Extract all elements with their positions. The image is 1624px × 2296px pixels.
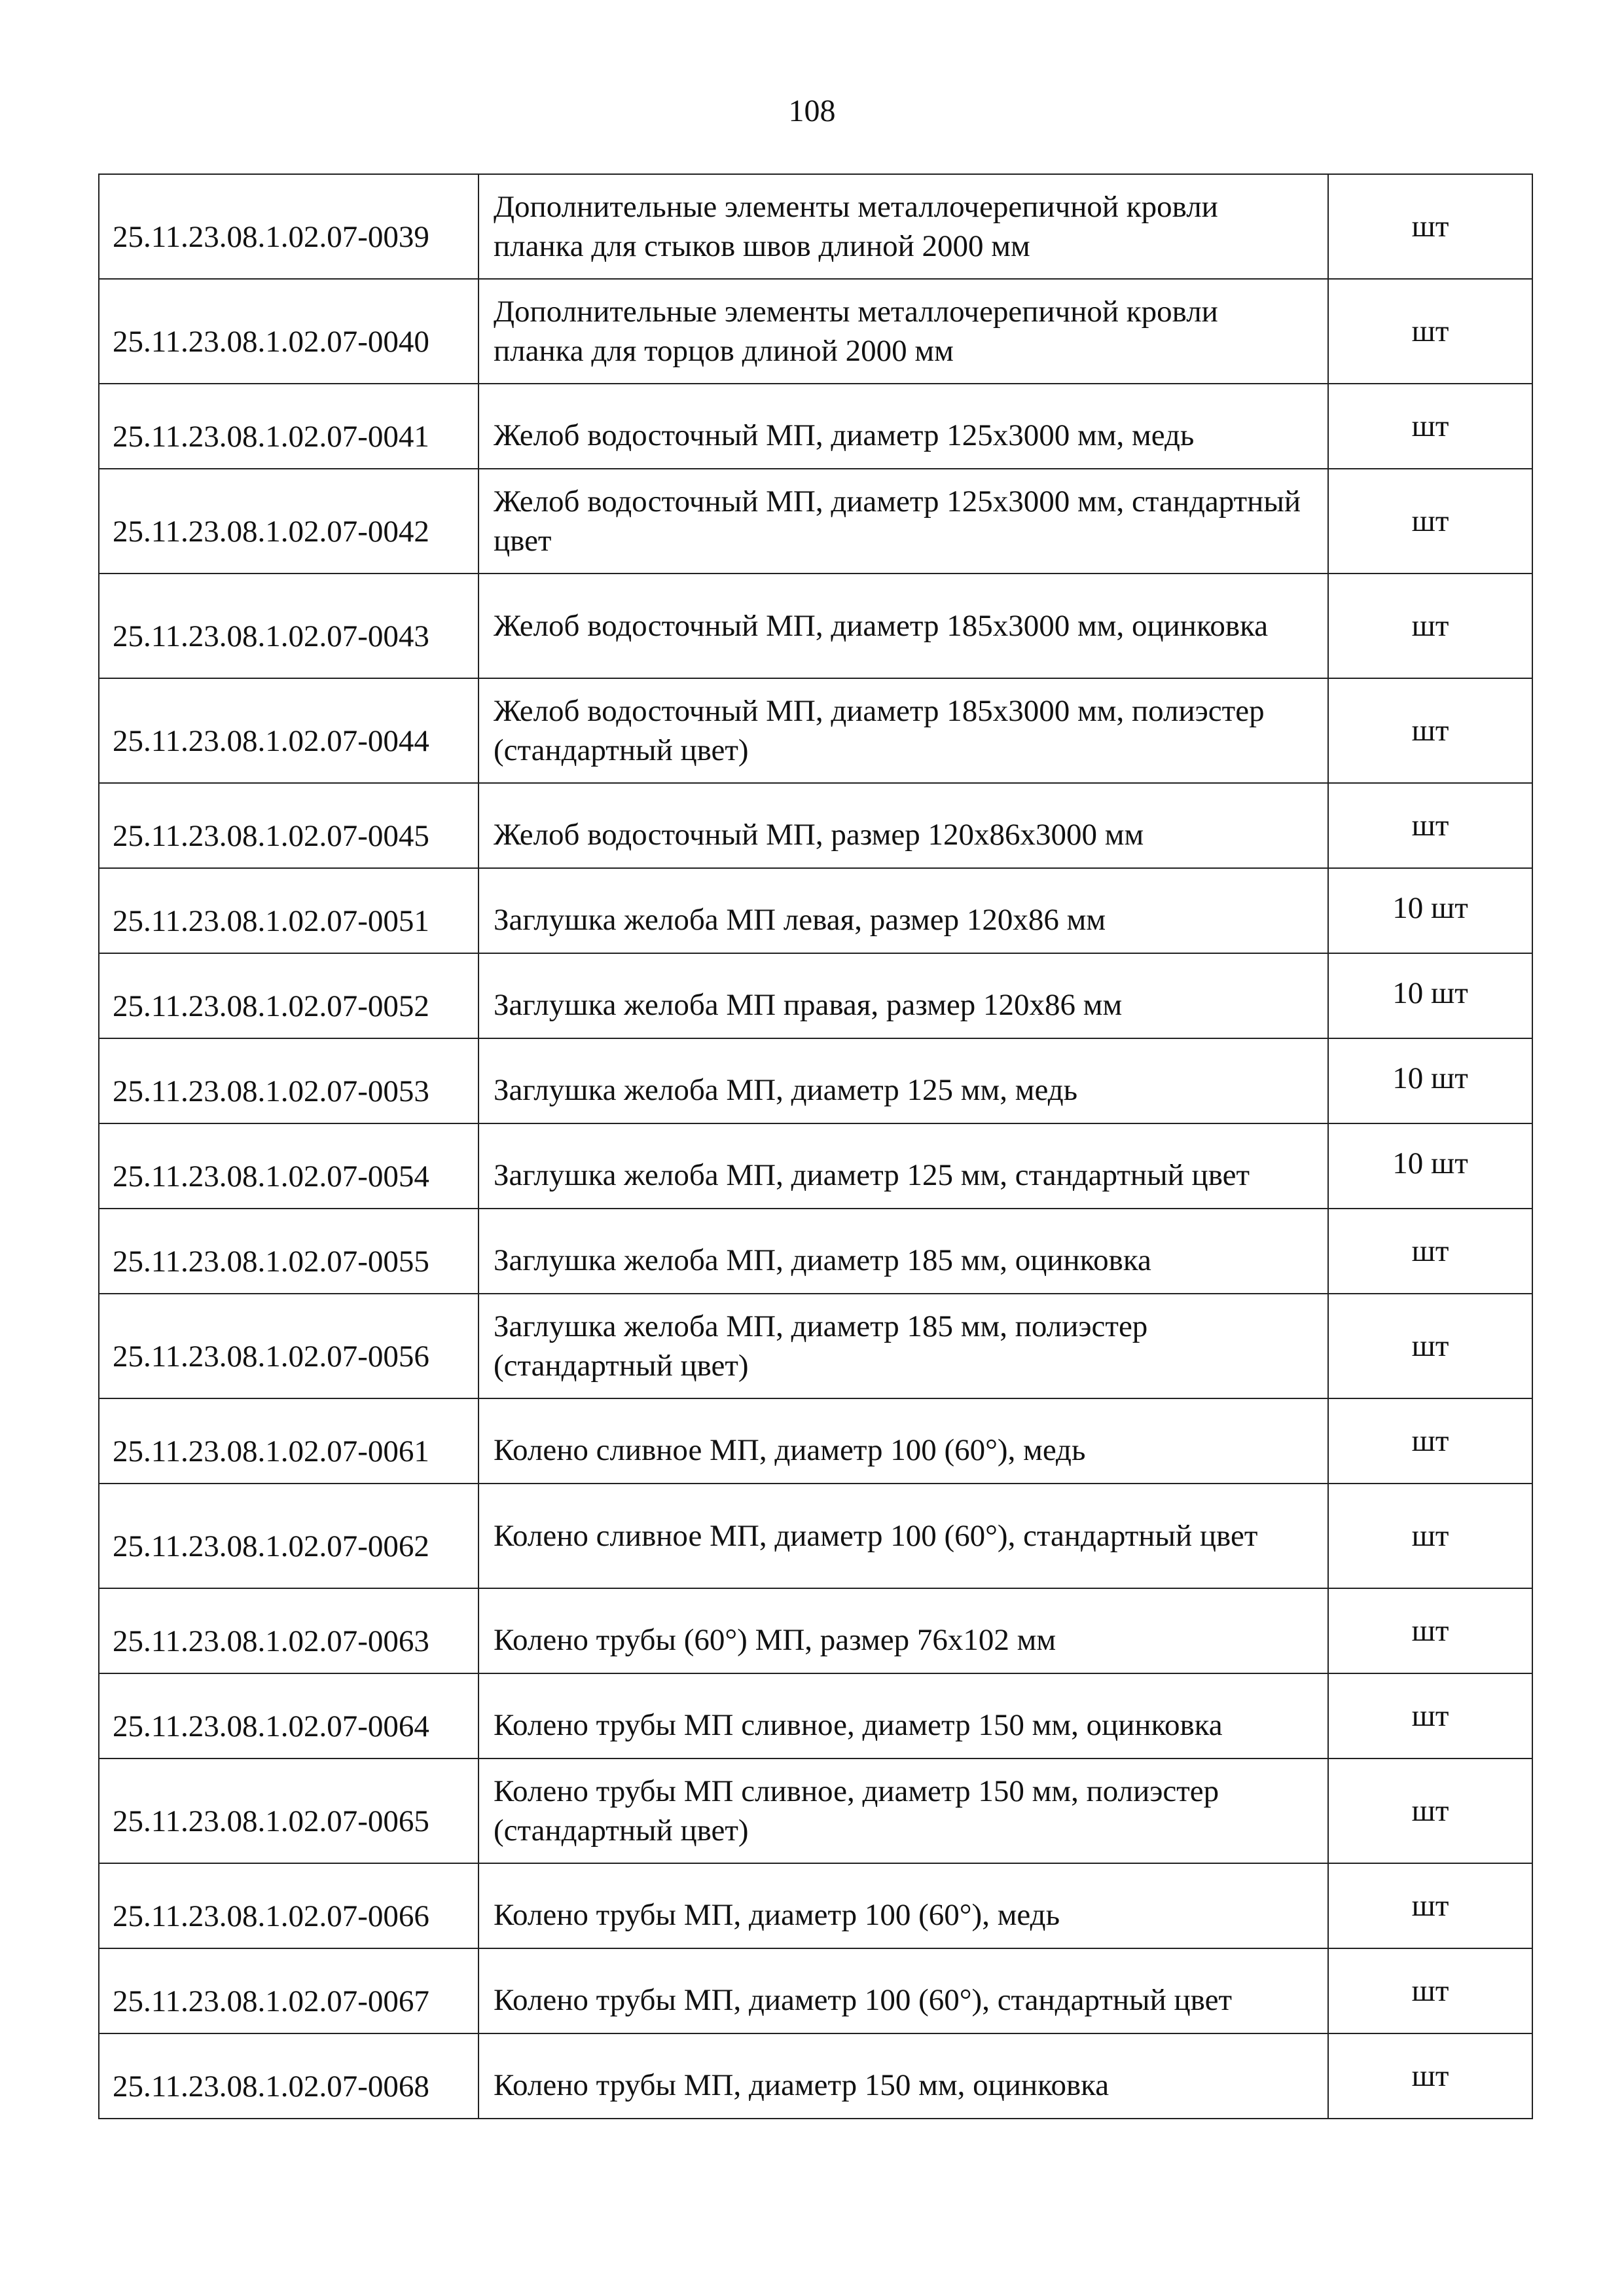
resource-name: Заглушка желоба МП, диаметр 185 мм, оцинковка	[478, 1209, 1328, 1294]
table-row	[99, 1948, 1532, 2033]
resource-unit: шт	[1328, 469, 1532, 574]
resource-unit: 10 шт	[1328, 953, 1532, 1038]
resource-unit: шт	[1328, 1758, 1532, 1863]
resource-name: Заглушка желоба МП левая, размер 120х86 мм	[478, 868, 1328, 953]
table-row	[99, 1123, 1532, 1209]
resource-unit: шт	[1328, 1484, 1532, 1588]
resource-code: 25.11.23.08.1.02.07-0063	[99, 1588, 478, 1673]
resource-unit: 10 шт	[1328, 1038, 1532, 1123]
resource-name: Заглушка желоба МП, диаметр 125 мм, медь	[478, 1038, 1328, 1123]
table-row	[99, 2033, 1532, 2119]
table-row	[99, 1673, 1532, 1758]
resource-unit: шт	[1328, 1948, 1532, 2033]
resource-name: Колено трубы (60°) МП, размер 76х102 мм	[478, 1588, 1328, 1673]
resource-code: 25.11.23.08.1.02.07-0065	[99, 1758, 478, 1863]
resource-code: 25.11.23.08.1.02.07-0068	[99, 2033, 478, 2119]
resource-code: 25.11.23.08.1.02.07-0054	[99, 1123, 478, 1209]
resource-code: 25.11.23.08.1.02.07-0040	[99, 279, 478, 384]
resource-code: 25.11.23.08.1.02.07-0043	[99, 574, 478, 678]
resource-unit: шт	[1328, 1673, 1532, 1758]
resource-name: Желоб водосточный МП, диаметр 125х3000 мм, медь	[478, 384, 1328, 469]
resource-name: Колено трубы МП, диаметр 150 мм, оцинковка	[478, 2033, 1328, 2119]
table-row	[99, 1398, 1532, 1484]
resource-unit: шт	[1328, 678, 1532, 783]
resource-code: 25.11.23.08.1.02.07-0061	[99, 1398, 478, 1484]
resource-unit: 10 шт	[1328, 1123, 1532, 1209]
table-row	[99, 1038, 1532, 1123]
table-row	[99, 1863, 1532, 1948]
table-row	[99, 1758, 1532, 1863]
resource-name: Желоб водосточный МП, диаметр 185х3000 мм, оцинковка	[478, 574, 1328, 678]
resource-code: 25.11.23.08.1.02.07-0067	[99, 1948, 478, 2033]
resource-name: Желоб водосточный МП, диаметр 185х3000 мм, полиэстер (стандартный цвет)	[478, 678, 1328, 783]
resource-name: Заглушка желоба МП правая, размер 120х86 мм	[478, 953, 1328, 1038]
resource-name: Заглушка желоба МП, диаметр 125 мм, стандартный цвет	[478, 1123, 1328, 1209]
table-row	[99, 1294, 1532, 1398]
resource-code: 25.11.23.08.1.02.07-0062	[99, 1484, 478, 1588]
table-row	[99, 279, 1532, 384]
resource-unit: шт	[1328, 1588, 1532, 1673]
resource-name: Дополнительные элементы металлочерепичной кровли планка для стыков швов длиной 2000 мм	[478, 174, 1328, 279]
table-row	[99, 678, 1532, 783]
resource-unit: шт	[1328, 783, 1532, 868]
table-row	[99, 384, 1532, 469]
resource-unit: шт	[1328, 1398, 1532, 1484]
resource-name: Колено сливное МП, диаметр 100 (60°), стандартный цвет	[478, 1484, 1328, 1588]
resource-code: 25.11.23.08.1.02.07-0053	[99, 1038, 478, 1123]
resource-code: 25.11.23.08.1.02.07-0044	[99, 678, 478, 783]
resource-unit: 10 шт	[1328, 868, 1532, 953]
table-row	[99, 1588, 1532, 1673]
table-row	[99, 868, 1532, 953]
resource-unit: шт	[1328, 1294, 1532, 1398]
resource-unit: шт	[1328, 384, 1532, 469]
resource-unit: шт	[1328, 1209, 1532, 1294]
resource-code: 25.11.23.08.1.02.07-0051	[99, 868, 478, 953]
resource-unit: шт	[1328, 574, 1532, 678]
resource-name: Колено сливное МП, диаметр 100 (60°), медь	[478, 1398, 1328, 1484]
table-row	[99, 1209, 1532, 1294]
table-row	[99, 174, 1532, 279]
resource-name: Колено трубы МП сливное, диаметр 150 мм, полиэстер (стандартный цвет)	[478, 1758, 1328, 1863]
resource-unit: шт	[1328, 279, 1532, 384]
resource-table	[98, 173, 1533, 2119]
table-row	[99, 783, 1532, 868]
resource-code: 25.11.23.08.1.02.07-0055	[99, 1209, 478, 1294]
resource-name: Заглушка желоба МП, диаметр 185 мм, полиэстер (стандартный цвет)	[478, 1294, 1328, 1398]
resource-code: 25.11.23.08.1.02.07-0056	[99, 1294, 478, 1398]
resource-name: Колено трубы МП сливное, диаметр 150 мм, оцинковка	[478, 1673, 1328, 1758]
resource-unit: шт	[1328, 1863, 1532, 1948]
table-row	[99, 469, 1532, 574]
table-row	[99, 953, 1532, 1038]
resource-code: 25.11.23.08.1.02.07-0045	[99, 783, 478, 868]
resource-code: 25.11.23.08.1.02.07-0041	[99, 384, 478, 469]
resource-code: 25.11.23.08.1.02.07-0042	[99, 469, 478, 574]
resource-unit: шт	[1328, 174, 1532, 279]
resource-name: Дополнительные элементы металлочерепичной кровли планка для торцов длиной 2000 мм	[478, 279, 1328, 384]
resource-code: 25.11.23.08.1.02.07-0064	[99, 1673, 478, 1758]
resource-code: 25.11.23.08.1.02.07-0066	[99, 1863, 478, 1948]
resource-name: Желоб водосточный МП, размер 120х86х3000 мм	[478, 783, 1328, 868]
resource-name: Колено трубы МП, диаметр 100 (60°), медь	[478, 1863, 1328, 1948]
resource-code: 25.11.23.08.1.02.07-0052	[99, 953, 478, 1038]
resource-name: Желоб водосточный МП, диаметр 125х3000 мм, стандартный цвет	[478, 469, 1328, 574]
resource-code: 25.11.23.08.1.02.07-0039	[99, 174, 478, 279]
table-row	[99, 1484, 1532, 1588]
table-row	[99, 574, 1532, 678]
resource-name: Колено трубы МП, диаметр 100 (60°), стандартный цвет	[478, 1948, 1328, 2033]
resource-unit: шт	[1328, 2033, 1532, 2119]
page-number: 108	[788, 94, 836, 128]
